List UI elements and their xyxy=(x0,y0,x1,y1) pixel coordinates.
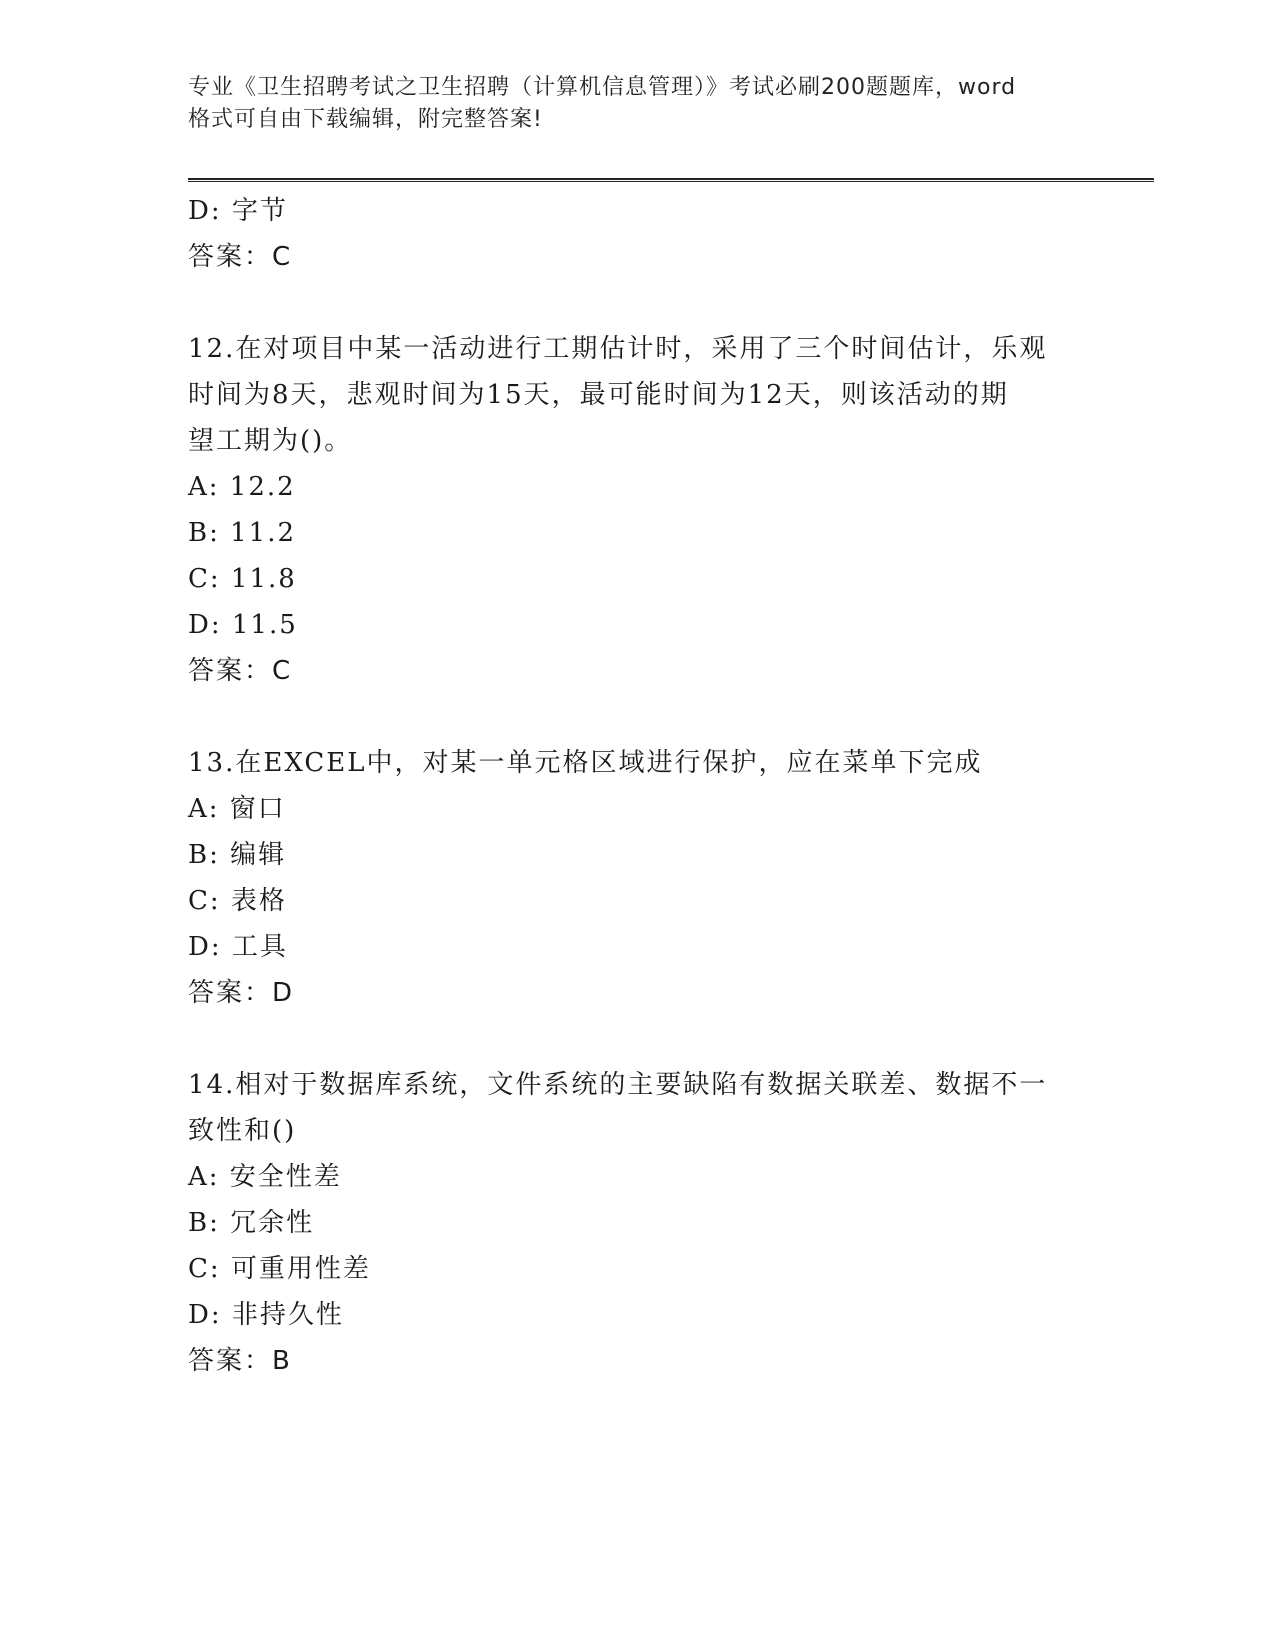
option-b: B: 冗余性 xyxy=(188,1208,315,1238)
header-title-line-1: 专业《卫生招聘考试之卫生招聘（计算机信息管理）》考试必刷200题题库，word xyxy=(188,75,1017,100)
option-a: A: 窗口 xyxy=(188,794,286,824)
option-a: A: 安全性差 xyxy=(188,1162,342,1192)
question-stem-line: 望工期为()。 xyxy=(188,426,353,456)
answer-line: 答案：C xyxy=(188,242,293,272)
question-stem-line: 14.相对于数据库系统，文件系统的主要缺陷有数据关联差、数据不一 xyxy=(188,1070,1048,1100)
header-title-line-2: 格式可自由下载编辑，附完整答案! xyxy=(188,107,543,132)
question-stem-line: 13.在EXCEL中，对某一单元格区域进行保护，应在菜单下完成 xyxy=(188,748,983,778)
previous-question-tail xyxy=(188,188,1088,280)
option-b: B: 11.2 xyxy=(188,518,297,548)
question-stem-line: 12.在对项目中某一活动进行工期估计时，采用了三个时间估计，乐观 xyxy=(188,334,1048,364)
question-13 xyxy=(188,740,1088,1016)
option-d: D: 工具 xyxy=(188,932,288,962)
option-d: D: 字节 xyxy=(188,196,288,226)
document-body xyxy=(188,188,1088,1384)
header-divider xyxy=(188,178,1154,182)
question-stem-line: 时间为8天，悲观时间为15天，最可能时间为12天，则该活动的期 xyxy=(188,380,1009,410)
answer-line: 答案：D xyxy=(188,978,295,1008)
question-stem-line: 致性和() xyxy=(188,1116,297,1146)
question-14 xyxy=(188,1062,1088,1384)
document-header xyxy=(188,72,1088,136)
answer-line: 答案：B xyxy=(188,1346,292,1376)
option-b: B: 编辑 xyxy=(188,840,287,870)
option-d: D: 11.5 xyxy=(188,610,298,640)
option-d: D: 非持久性 xyxy=(188,1300,344,1330)
option-c: C: 可重用性差 xyxy=(188,1254,371,1284)
question-12 xyxy=(188,326,1088,694)
option-a: A: 12.2 xyxy=(188,472,296,502)
answer-line: 答案：C xyxy=(188,656,293,686)
option-c: C: 11.8 xyxy=(188,564,297,594)
option-c: C: 表格 xyxy=(188,886,287,916)
